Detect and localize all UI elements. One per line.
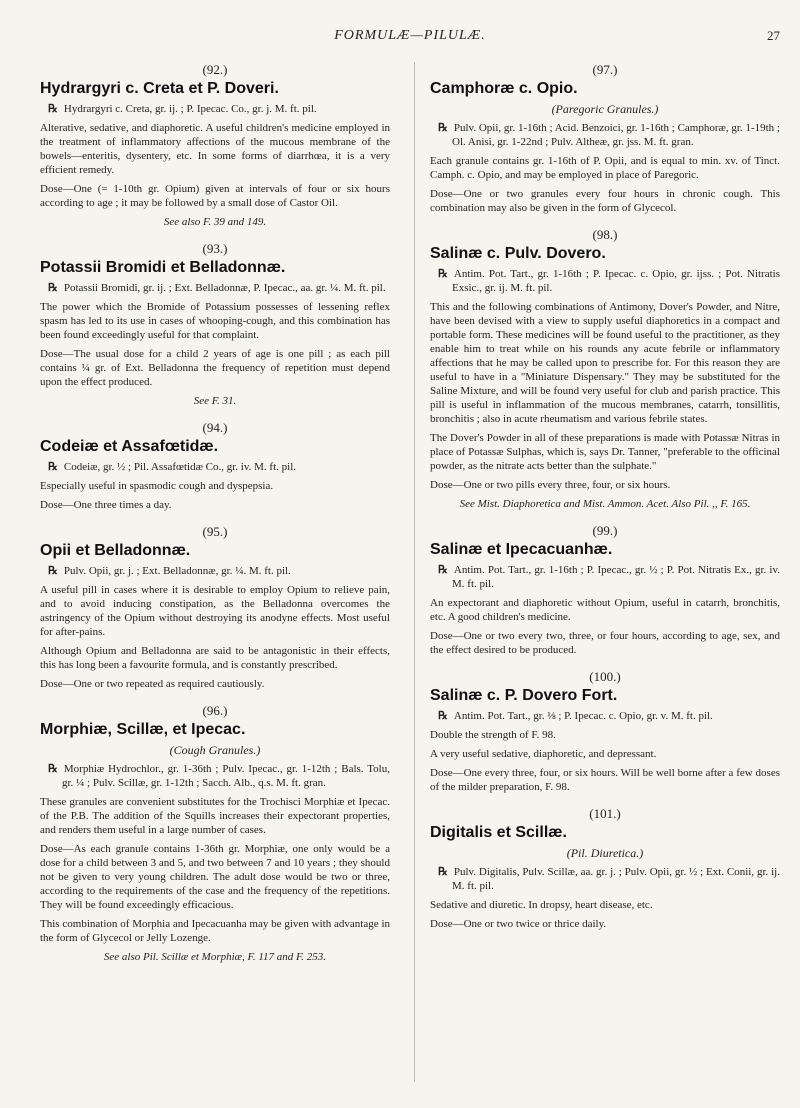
formula-paragraph: Although Opium and Belladonna are said to be antagonistic in their effects, this has long been a favourite formula, and is constantly prescribed.	[40, 645, 390, 671]
rx-symbol: ℞	[48, 565, 58, 577]
left-column	[40, 62, 390, 976]
formula-paragraph: This and the following combinations of Antimony, Dover's Powder, and Nitre, have been devised with a view to supply useful diaphoretics in a compact and portable form. These medicines will be found useful to the practitioner, as they enable him to treat while on his rounds any acute febrile or inflammatory affections that he may be called upon to prescribe for. For this reason they are useful to have in a "Miniature Dispensary." They may be substituted for the Saline Mixture, and will be found very useful for club and parish practice. This pill is useful in inflammation of the mucous membranes, catarrh, tonsillitis, bronchitis ; also in acute rheumatism and various febrile states.	[430, 301, 780, 425]
column-divider	[414, 62, 415, 1082]
rx-symbol: ℞	[438, 564, 448, 576]
formula-number: (101.)	[589, 806, 621, 821]
prescription-text: Pulv. Opii, gr. j. ; Ext. Belladonnæ, gr. ¼. M. ft. pil.	[63, 565, 291, 577]
right-column	[430, 62, 780, 943]
formula-entry	[40, 524, 390, 691]
rx-symbol: ℞	[438, 710, 448, 722]
formula-paragraph: Dose—One or two granules every four hours in chronic cough. This combination may also be given in the form of Glycecol.	[430, 188, 780, 214]
formula-paragraph: Dose—One or two repeated as required cautiously.	[40, 678, 265, 690]
formula-title: Hydrargyri c. Creta et P. Doveri.	[40, 80, 279, 97]
formula-paragraph: These granules are convenient substitutes for the Trochisci Morphiæ et Ipecac. of the P.B. The addition of the Squills increases their expectorant properties, and renders them useful in a large number of cases.	[40, 796, 390, 836]
prescription	[430, 267, 780, 295]
formula-entry	[40, 241, 390, 408]
formula-title: Camphoræ c. Opio.	[430, 80, 578, 97]
formula-alt-name: (Paregoric Granules.)	[551, 102, 659, 116]
rx-symbol: ℞	[48, 763, 58, 775]
formula-entry	[430, 62, 780, 215]
formula-paragraph: Dose—One or two pills every three, four, or six hours.	[430, 479, 671, 491]
prescription-text: Morphiæ Hydrochlor., gr. 1-36th ; Pulv. Ipecac., gr. 1-12th ; Bals. Tolu, gr. ¼ ; Pulv. Scillæ, gr. 1-12th ; Sacch. Alb., q.s. M. ft. gran.	[62, 763, 390, 789]
formula-paragraph: Dose—One three times a day.	[40, 499, 172, 511]
formula-title: Opii et Belladonnæ.	[40, 542, 191, 559]
formula-alt-name: (Cough Granules.)	[169, 743, 261, 757]
formula-title: Morphiæ, Scillæ, et Ipecac.	[40, 721, 246, 738]
formula-entry	[40, 62, 390, 229]
formula-paragraph: This combination of Morphia and Ipecacuanha may be given with advantage in the form of Glycecol or Jelly Lozenge.	[40, 918, 390, 944]
prescription	[430, 865, 780, 893]
prescription-text: Antim. Pot. Tart., gr. ⅛ ; P. Ipecac. c. Opio, gr. v. M. ft. pil.	[453, 710, 713, 722]
prescription-text: Hydrargyri c. Creta, gr. ij. ; P. Ipecac. Co., gr. j. M. ft. pil.	[63, 103, 317, 115]
formula-entry	[430, 523, 780, 657]
formula-paragraph: The Dover's Powder in all of these preparations is made with Potassæ Nitras in place of Potassæ Sulphas, which is, says Dr. Tanner, "preferable to the officinal powder, as the nitrate acts better than the sulphate."	[430, 432, 780, 472]
formula-paragraph: Dose—One or two every two, three, or four hours, according to age, sex, and the effect desired to be produced.	[430, 630, 780, 656]
formula-title: Codeiæ et Assafœtidæ.	[40, 438, 219, 455]
see-also-reference: See also Pil. Scillæ et Morphiæ, F. 117 and F. 253.	[103, 951, 327, 963]
formula-paragraph: An expectorant and diaphoretic without Opium, useful in catarrh, bronchitis, etc. A good children's medicine.	[430, 597, 780, 623]
formula-number: (96.)	[202, 703, 228, 718]
formula-title: Salinæ c. P. Dovero Fort.	[430, 687, 618, 704]
formula-title: Potassii Bromidi et Belladonnæ.	[40, 259, 286, 276]
formula-entry	[430, 227, 780, 511]
formula-paragraph: Especially useful in spasmodic cough and dyspepsia.	[40, 480, 274, 492]
prescription	[430, 121, 780, 149]
see-also-reference: See Mist. Diaphoretica and Mist. Ammon. Acet. Also Pil. ,, F. 165.	[459, 498, 751, 510]
prescription	[40, 460, 390, 474]
formula-entry	[430, 669, 780, 794]
formula-entry	[430, 806, 780, 931]
rx-symbol: ℞	[438, 866, 448, 878]
formula-number: (97.)	[592, 62, 618, 77]
formula-number: (94.)	[202, 420, 228, 435]
formula-entry	[40, 420, 390, 512]
prescription-text: Antim. Pot. Tart., gr. 1-16th ; P. Ipecac. c. Opio, gr. ijss. ; Pot. Nitratis Exsic., gr. ij. M. ft. pil.	[452, 268, 780, 294]
rx-symbol: ℞	[438, 268, 448, 280]
prescription-text: Codeiæ, gr. ½ ; Pil. Assafœtidæ Co., gr. iv. M. ft. pil.	[63, 461, 297, 473]
formula-number: (95.)	[202, 524, 228, 539]
formula-paragraph: Dose—One or two twice or thrice daily.	[430, 918, 607, 930]
page-header	[40, 28, 780, 48]
prescription	[40, 762, 390, 790]
prescription-text: Antim. Pot. Tart., gr. 1-16th ; P. Ipecac., gr. ½ ; P. Pot. Nitratis Ex., gr. iv. M. ft. pil.	[452, 564, 780, 590]
running-title: FORMULÆ—PILULÆ.	[334, 28, 486, 43]
formula-entry	[40, 703, 390, 964]
formula-paragraph: The power which the Bromide of Potassium possesses of lessening reflex spasm has led to its use in cases of whooping-cough, and this combination has been found exceedingly useful for that complaint.	[40, 301, 390, 341]
formula-paragraph: Dose—One (= 1-10th gr. Opium) given at intervals of four or six hours according to age ; it may be followed by a small dose of Castor Oil.	[40, 183, 390, 209]
formula-paragraph: Dose—As each granule contains 1-36th gr. Morphiæ, one only would be a dose for a child between 3 and 5, and two between 7 and 10 years ; they should not be given to very young children. The adult dose would be two or three, according to the requirements of the case and the frequency of the repetitions. They will be found exceedingly efficacious.	[40, 843, 390, 911]
formula-paragraph: A very useful sedative, diaphoretic, and depressant.	[430, 748, 657, 760]
formula-number: (99.)	[592, 523, 618, 538]
prescription	[40, 102, 390, 116]
rx-symbol: ℞	[438, 122, 448, 134]
rx-symbol: ℞	[48, 461, 58, 473]
rx-symbol: ℞	[48, 282, 58, 294]
formula-paragraph: A useful pill in cases where it is desirable to employ Opium to relieve pain, and to avoid inducing constipation, as the Belladonna overcomes the astringency of the Opium without destroying its anodyne effects. Most useful for after-pains.	[40, 584, 390, 638]
formula-number: (93.)	[202, 241, 228, 256]
formula-paragraph: Dose—The usual dose for a child 2 years of age is one pill ; as each pill contains ¼ gr. of Ext. Belladonna the frequency of repetition must depend upon the effect produced.	[40, 348, 390, 388]
formula-paragraph: Each granule contains gr. 1-16th of P. Opii, and is equal to min. xv. of Tinct. Camph. c. Opio, and may be employed in place of Paregoric.	[430, 155, 780, 181]
formula-alt-name: (Pil. Diuretica.)	[566, 846, 644, 860]
formula-number: (92.)	[202, 62, 228, 77]
formula-paragraph: Double the strength of F. 98.	[430, 729, 556, 741]
prescription-text: Pulv. Opii, gr. 1-16th ; Acid. Benzoici, gr. 1-16th ; Camphoræ, gr. 1-19th ; Ol. Anisi, gr. 1-22nd ; Pulv. Altheæ, gr. jss. M. ft. gran.	[452, 122, 780, 148]
prescription	[40, 564, 390, 578]
formula-paragraph: Sedative and diuretic. In dropsy, heart disease, etc.	[430, 899, 653, 911]
prescription	[430, 709, 780, 723]
prescription-text: Potassii Bromidi, gr. ij. ; Ext. Belladonnæ, P. Ipecac., aa. gr. ¼. M. ft. pil.	[63, 282, 386, 294]
formula-title: Digitalis et Scillæ.	[430, 824, 567, 841]
page-number: 27	[767, 28, 780, 43]
formula-title: Salinæ c. Pulv. Dovero.	[430, 245, 606, 262]
prescription	[430, 563, 780, 591]
prescription	[40, 281, 390, 295]
formula-title: Salinæ et Ipecacuanhæ.	[430, 541, 613, 558]
see-also-reference: See F. 31.	[193, 395, 237, 407]
rx-symbol: ℞	[48, 103, 58, 115]
formula-paragraph: Alterative, sedative, and diaphoretic. A useful children's medicine employed in the treatment of inflammatory affections of the mucous membrane of the bowels—enteritis, dysentery, etc. In some forms of diarrhœa, it is a very efficient remedy.	[40, 122, 390, 176]
formula-number: (100.)	[589, 669, 621, 684]
formula-number: (98.)	[592, 227, 618, 242]
prescription-text: Pulv. Digitalis, Pulv. Scillæ, aa. gr. j. ; Pulv. Opii, gr. ½ ; Ext. Conii, gr. ij. M. ft. pil.	[452, 866, 780, 892]
see-also-reference: See also F. 39 and 149.	[163, 216, 267, 228]
formula-paragraph: Dose—One every three, four, or six hours. Will be well borne after a few doses of the milder preparation, F. 98.	[430, 767, 780, 793]
